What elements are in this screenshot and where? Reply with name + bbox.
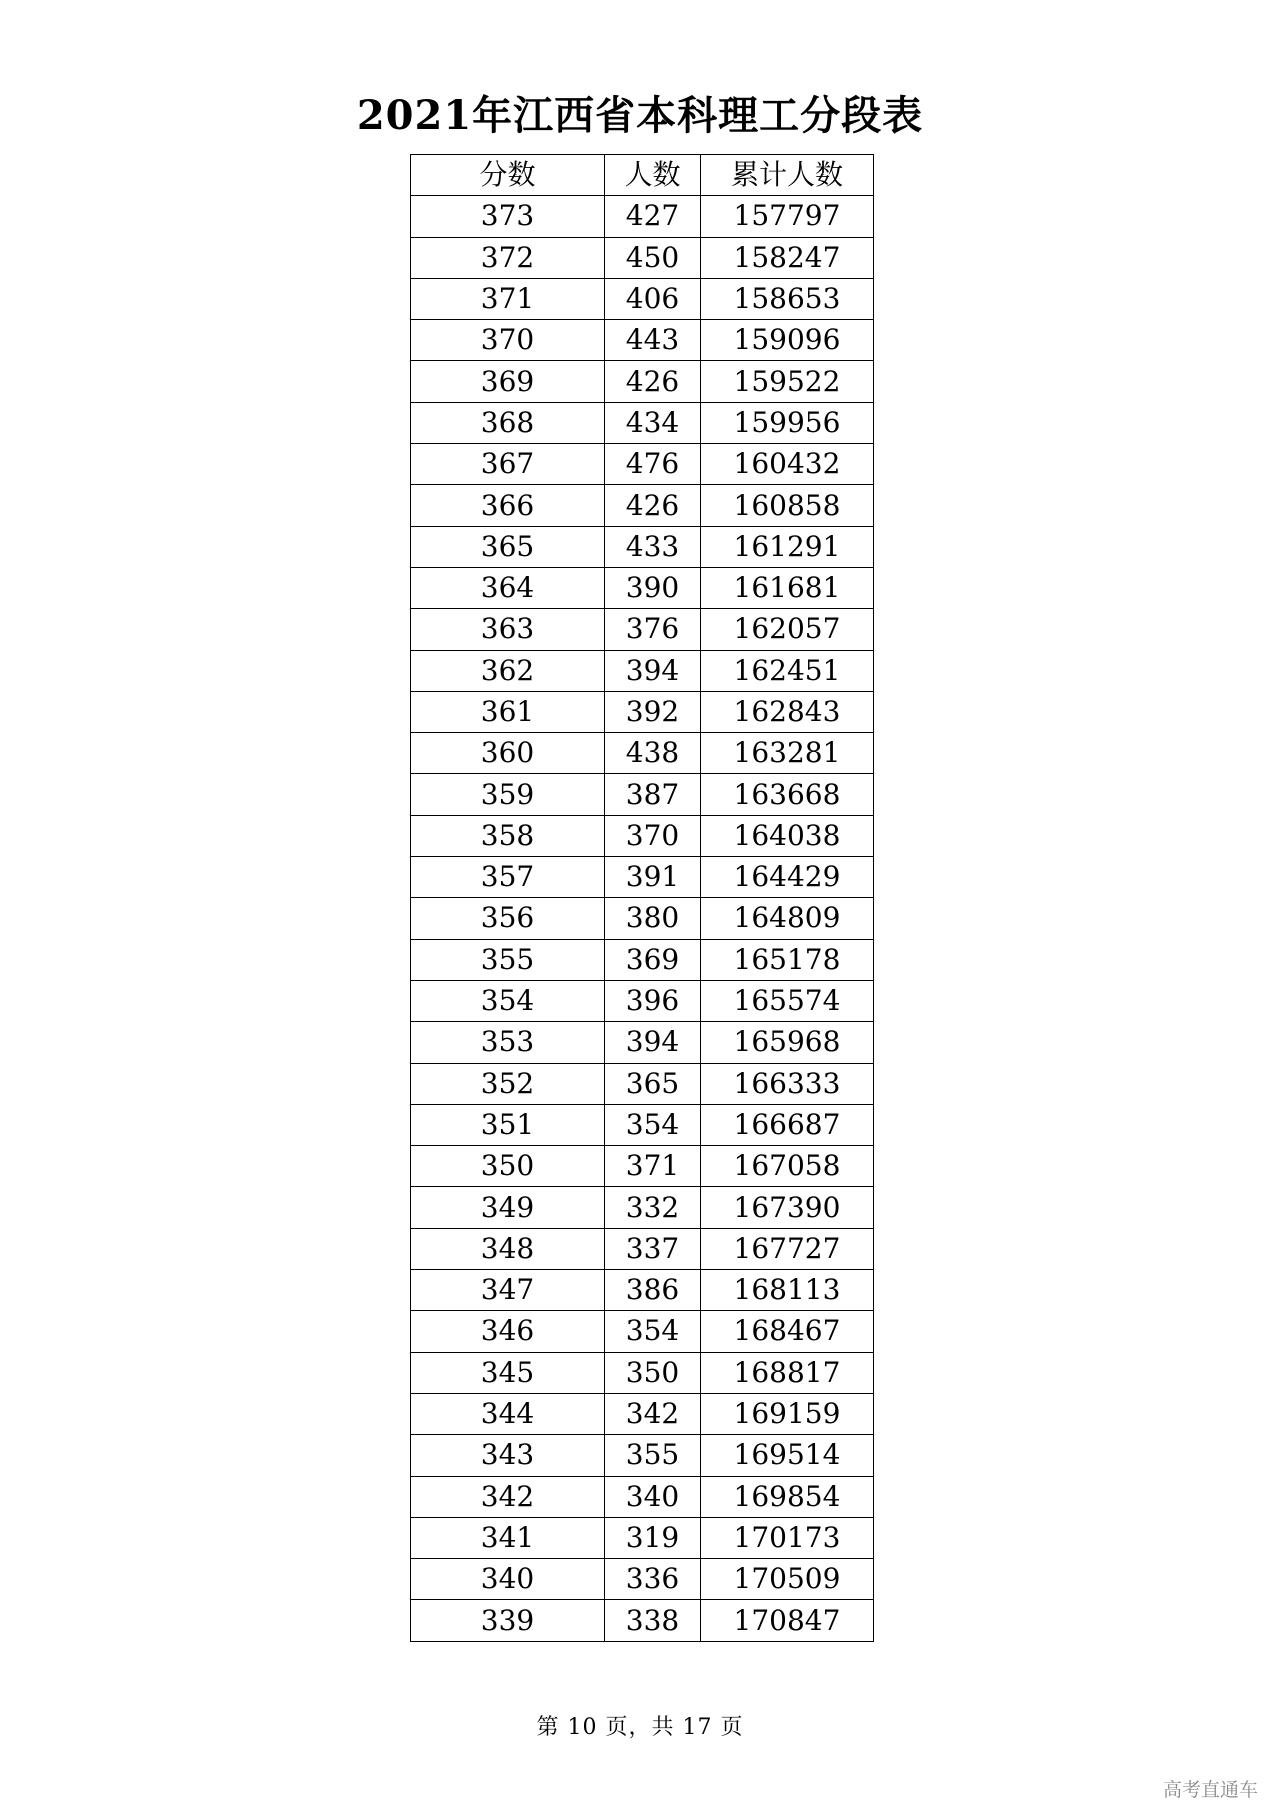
cell-cumulative: 158653	[701, 278, 874, 319]
cell-cumulative: 169159	[701, 1393, 874, 1434]
table-row	[411, 278, 874, 319]
cell-cumulative: 162451	[701, 650, 874, 691]
table-row	[411, 1435, 874, 1476]
cell-count: 394	[605, 1022, 701, 1063]
cell-cumulative: 163668	[701, 774, 874, 815]
cell-score: 373	[411, 196, 605, 237]
table-row	[411, 980, 874, 1021]
cell-count: 443	[605, 320, 701, 361]
cell-count: 340	[605, 1476, 701, 1517]
cell-cumulative: 167058	[701, 1146, 874, 1187]
cell-cumulative: 169854	[701, 1476, 874, 1517]
cell-count: 426	[605, 361, 701, 402]
cell-score: 364	[411, 567, 605, 608]
table-row	[411, 526, 874, 567]
cell-cumulative: 164809	[701, 898, 874, 939]
cell-count: 433	[605, 526, 701, 567]
cell-count: 380	[605, 898, 701, 939]
cell-cumulative: 162057	[701, 609, 874, 650]
cell-count: 354	[605, 1104, 701, 1145]
cell-count: 450	[605, 237, 701, 278]
header-cumulative: 累计人数	[701, 155, 874, 196]
cell-count: 396	[605, 980, 701, 1021]
table-row	[411, 567, 874, 608]
cell-count: 438	[605, 733, 701, 774]
table-row	[411, 1393, 874, 1434]
cell-cumulative: 168113	[701, 1270, 874, 1311]
table-header-row	[411, 155, 874, 196]
cell-score: 365	[411, 526, 605, 567]
cell-count: 369	[605, 939, 701, 980]
cell-cumulative: 160432	[701, 444, 874, 485]
cell-count: 406	[605, 278, 701, 319]
cell-score: 361	[411, 691, 605, 732]
cell-count: 332	[605, 1187, 701, 1228]
cell-score: 349	[411, 1187, 605, 1228]
header-score: 分数	[411, 155, 605, 196]
table-row	[411, 609, 874, 650]
cell-score: 350	[411, 1146, 605, 1187]
cell-cumulative: 164038	[701, 815, 874, 856]
cell-count: 386	[605, 1270, 701, 1311]
table-row	[411, 444, 874, 485]
table-row	[411, 1352, 874, 1393]
cell-score: 354	[411, 980, 605, 1021]
cell-score: 345	[411, 1352, 605, 1393]
table-row	[411, 857, 874, 898]
table-row	[411, 939, 874, 980]
cell-cumulative: 159522	[701, 361, 874, 402]
cell-cumulative: 170509	[701, 1559, 874, 1600]
table-row	[411, 196, 874, 237]
cell-count: 338	[605, 1600, 701, 1641]
cell-score: 370	[411, 320, 605, 361]
table-row	[411, 774, 874, 815]
table-row	[411, 815, 874, 856]
cell-cumulative: 165574	[701, 980, 874, 1021]
cell-cumulative: 158247	[701, 237, 874, 278]
cell-score: 355	[411, 939, 605, 980]
cell-count: 394	[605, 650, 701, 691]
cell-score: 342	[411, 1476, 605, 1517]
cell-count: 427	[605, 196, 701, 237]
cell-cumulative: 170847	[701, 1600, 874, 1641]
table-row	[411, 1146, 874, 1187]
cell-score: 366	[411, 485, 605, 526]
cell-cumulative: 162843	[701, 691, 874, 732]
cell-score: 371	[411, 278, 605, 319]
cell-cumulative: 165178	[701, 939, 874, 980]
cell-cumulative: 166687	[701, 1104, 874, 1145]
cell-count: 387	[605, 774, 701, 815]
cell-count: 434	[605, 402, 701, 443]
cell-count: 390	[605, 567, 701, 608]
cell-count: 365	[605, 1063, 701, 1104]
cell-cumulative: 168817	[701, 1352, 874, 1393]
cell-count: 336	[605, 1559, 701, 1600]
cell-score: 372	[411, 237, 605, 278]
table-row	[411, 1476, 874, 1517]
score-distribution-table	[410, 154, 874, 1642]
cell-cumulative: 159956	[701, 402, 874, 443]
cell-count: 319	[605, 1517, 701, 1558]
table-body	[411, 196, 874, 1641]
cell-score: 369	[411, 361, 605, 402]
cell-cumulative: 167727	[701, 1228, 874, 1269]
cell-score: 351	[411, 1104, 605, 1145]
cell-score: 352	[411, 1063, 605, 1104]
table-row	[411, 1517, 874, 1558]
page-footer: 第 10 页，共 17 页	[536, 1715, 744, 1740]
cell-cumulative: 161681	[701, 567, 874, 608]
table-row	[411, 1187, 874, 1228]
table-row	[411, 733, 874, 774]
cell-count: 426	[605, 485, 701, 526]
cell-score: 348	[411, 1228, 605, 1269]
table-row	[411, 691, 874, 732]
cell-cumulative: 168467	[701, 1311, 874, 1352]
table-row	[411, 1559, 874, 1600]
cell-score: 343	[411, 1435, 605, 1476]
cell-cumulative: 163281	[701, 733, 874, 774]
cell-score: 363	[411, 609, 605, 650]
cell-count: 337	[605, 1228, 701, 1269]
table-row	[411, 1228, 874, 1269]
cell-score: 368	[411, 402, 605, 443]
table-row	[411, 320, 874, 361]
cell-count: 371	[605, 1146, 701, 1187]
table-row	[411, 361, 874, 402]
cell-score: 357	[411, 857, 605, 898]
page-title: 2021年江西省本科理工分段表	[356, 92, 924, 139]
cell-cumulative: 165968	[701, 1022, 874, 1063]
cell-cumulative: 157797	[701, 196, 874, 237]
cell-count: 391	[605, 857, 701, 898]
cell-count: 350	[605, 1352, 701, 1393]
cell-cumulative: 159096	[701, 320, 874, 361]
table-row	[411, 485, 874, 526]
cell-cumulative: 161291	[701, 526, 874, 567]
table-row	[411, 1311, 874, 1352]
cell-cumulative: 164429	[701, 857, 874, 898]
cell-count: 354	[605, 1311, 701, 1352]
cell-count: 370	[605, 815, 701, 856]
cell-cumulative: 160858	[701, 485, 874, 526]
cell-cumulative: 169514	[701, 1435, 874, 1476]
cell-score: 344	[411, 1393, 605, 1434]
watermark: 高考直通车	[1162, 1779, 1258, 1801]
table-row	[411, 1600, 874, 1641]
table-row	[411, 1104, 874, 1145]
cell-score: 340	[411, 1559, 605, 1600]
table-row	[411, 1270, 874, 1311]
cell-score: 359	[411, 774, 605, 815]
table-row	[411, 650, 874, 691]
cell-count: 355	[605, 1435, 701, 1476]
cell-score: 353	[411, 1022, 605, 1063]
cell-score: 358	[411, 815, 605, 856]
cell-score: 360	[411, 733, 605, 774]
cell-score: 356	[411, 898, 605, 939]
table-row	[411, 1063, 874, 1104]
cell-count: 392	[605, 691, 701, 732]
cell-cumulative: 167390	[701, 1187, 874, 1228]
cell-cumulative: 166333	[701, 1063, 874, 1104]
table-row	[411, 1022, 874, 1063]
table-row	[411, 898, 874, 939]
cell-count: 342	[605, 1393, 701, 1434]
cell-score: 362	[411, 650, 605, 691]
header-count: 人数	[605, 155, 701, 196]
cell-count: 476	[605, 444, 701, 485]
cell-score: 341	[411, 1517, 605, 1558]
cell-score: 367	[411, 444, 605, 485]
cell-count: 376	[605, 609, 701, 650]
cell-score: 339	[411, 1600, 605, 1641]
cell-cumulative: 170173	[701, 1517, 874, 1558]
table-row	[411, 237, 874, 278]
cell-score: 346	[411, 1311, 605, 1352]
table-row	[411, 402, 874, 443]
cell-score: 347	[411, 1270, 605, 1311]
